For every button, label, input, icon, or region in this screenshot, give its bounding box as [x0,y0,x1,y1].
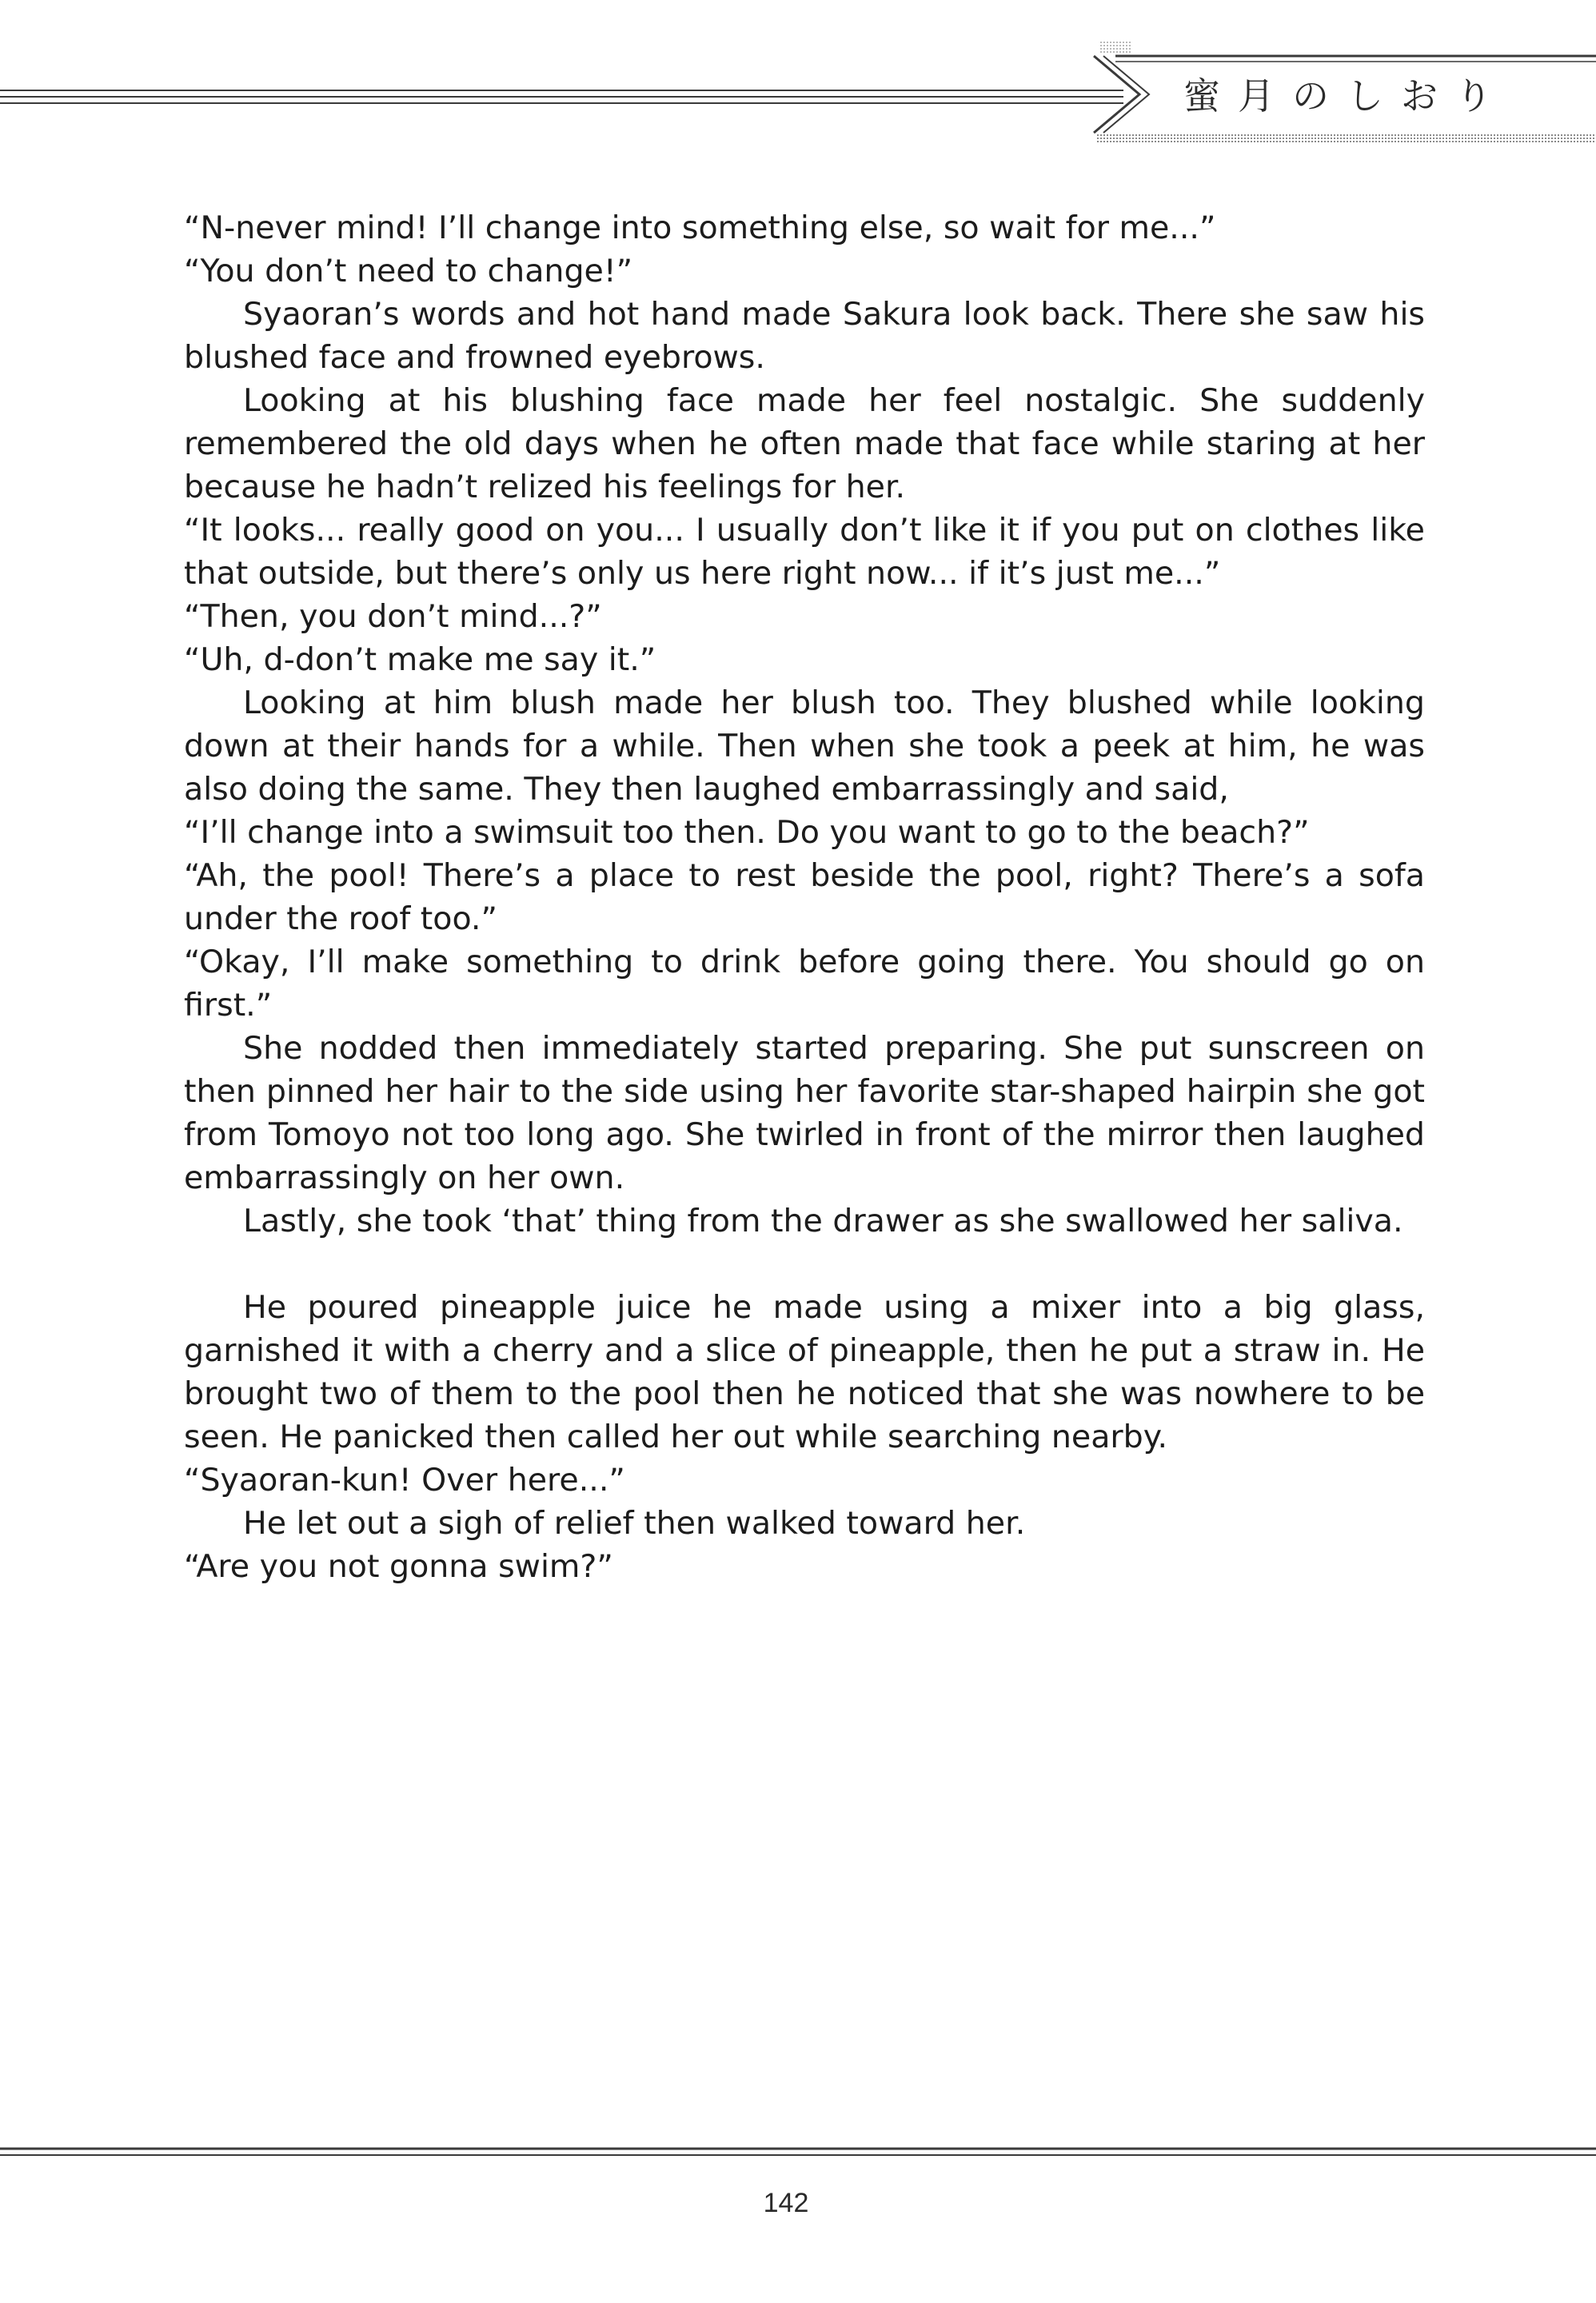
paragraph: “Ah, the pool! There’s a place to rest beside the pool, right? There’s a sofa under the roof too.” [184,857,1425,937]
paragraph: “Syaoran-kun! Over here...” [184,1462,625,1499]
header-title: 蜜月のしおり [1183,74,1510,118]
page-number: 142 [763,2188,809,2218]
paragraph: “It looks... really good on you... I usually don’t like it if you put on clothes like that outside, but there’s only us here right now... if it’s just me...” [184,512,1425,592]
paragraph: “Uh, d-don’t make me say it.” [184,641,656,678]
paragraph: “Then, you don’t mind...?” [184,598,602,635]
paragraph: Looking at his blushing face made her feel nostalgic. She suddenly remembered the old days when he often made that face while staring at her because he hadn’t relized his feelings for her. [184,382,1425,505]
paragraph: “You don’t need to change!” [184,253,633,289]
page-header [0,0,1596,160]
paragraph: “N-never mind! I’ll change into something else, so wait for me...” [184,210,1216,246]
paragraph: “Are you not gonna swim?” [184,1548,613,1585]
paragraph: He poured pineapple juice he made using a mixer into a big glass, garnished it with a cherry and a slice of pineapple, then he put a straw in. He brought two of them to the pool then he noticed that she was nowhere to be seen. He panicked then called her out while searching nearby. [184,1289,1425,1455]
story-text [184,206,1425,1588]
paragraph: Lastly, she took ‘that’ thing from the drawer as she swallowed her saliva. [243,1203,1403,1239]
footer-rule [0,2146,1596,2162]
paragraph: She nodded then immediately started preparing. She put sunscreen on then pinned her hair to the side using her favorite star-shaped hairpin she got from Tomoyo not too long ago. She twirled in front of the mirror then laughed embarrassingly on her own. [184,1030,1425,1196]
paragraph: Looking at him blush made her blush too. They blushed while looking down at their hands for a while. Then when she took a peek at him, he was also doing the same. They then laughed embarrassingly and said, [184,685,1425,808]
paragraph: “I’ll change into a swimsuit too then. Do you want to go to the beach?” [184,814,1310,851]
paragraph: “Okay, I’ll make something to drink before going there. You should go on first.” [184,944,1425,1024]
paragraph: Syaoran’s words and hot hand made Sakura look back. There she saw his blushed face and frowned eyebrows. [184,296,1425,376]
paragraph: He let out a sigh of relief then walked toward her. [243,1505,1026,1542]
